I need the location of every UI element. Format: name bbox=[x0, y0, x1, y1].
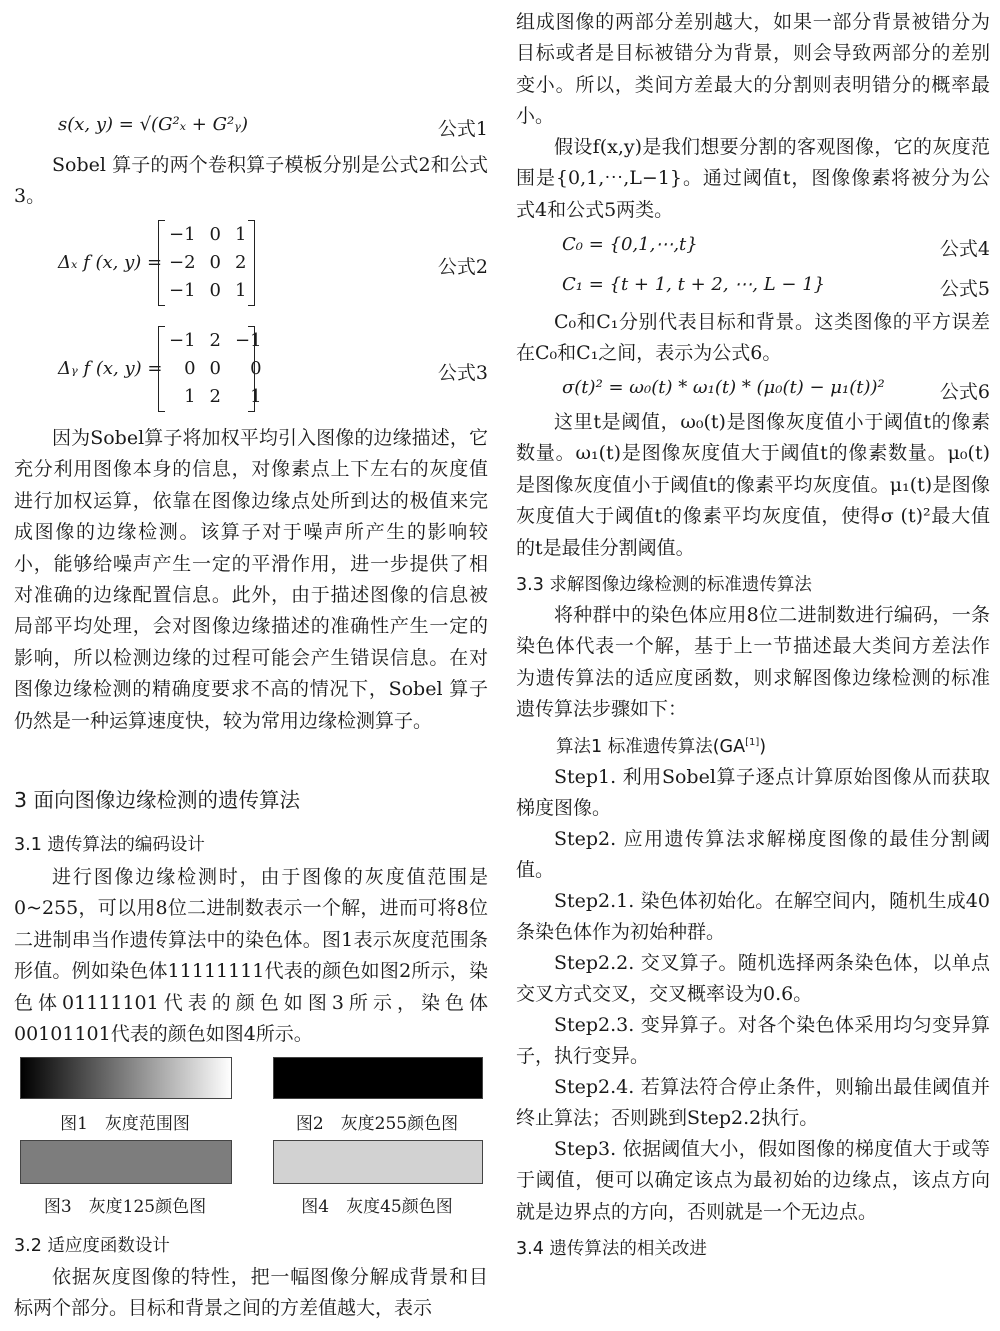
section-heading-3-1: 3.1 遗传算法的编码设计 bbox=[14, 835, 205, 855]
section-heading-3: 3 面向图像边缘检测的遗传算法 bbox=[14, 788, 301, 812]
matrix-cell: 0 bbox=[250, 357, 262, 379]
equation-4-label: 公式4 bbox=[939, 238, 990, 260]
figure-4-caption: 图4 灰度45颜色图 bbox=[301, 1197, 453, 1217]
algorithm-title bbox=[556, 733, 766, 758]
equation-4-formula: C₀ = {0,1,⋯,t} bbox=[562, 234, 698, 255]
equation-5-formula: C₁ = {t + 1, t + 2, ⋯, L − 1} bbox=[562, 274, 826, 295]
matrix-cell: −1 bbox=[169, 223, 196, 245]
equation-6-label: 公式6 bbox=[939, 381, 990, 403]
equation-3-lhs: Δᵧ f (x, y) = bbox=[58, 358, 163, 379]
equation-6-formula: σ(t)² = ω₀(t) * ω₁(t) * (μ₀(t) − μ₁(t))² bbox=[562, 377, 885, 398]
matrix-cell: −1 bbox=[169, 279, 196, 301]
algorithm-step: Step3. 依据阈值大小，假如图像的梯度值大于或等于阈值，便可以确定该点为最初始的边缘点，该点方向就是边界点的方向，否则就是一个无边点。 bbox=[516, 1138, 990, 1223]
figure-3-caption: 图3 灰度125颜色图 bbox=[43, 1197, 207, 1217]
matrix-cell: 2 bbox=[209, 329, 221, 351]
matrix-cell: 0 bbox=[184, 357, 196, 379]
paragraph-coding-design: 进行图像边缘检测时，由于图像的灰度值范围是0~255，可以用8位二进制数表示一个解，进而可将8位二进制串当作遗传算法中的染色体。图1表示灰度范围条形值。例如染色体11111111代表的颜色如图2所示，染色体01111101代表的颜色如图3所示，染色体00101101代表的颜色如图4所示。 bbox=[14, 866, 488, 1046]
paragraph-variable-definitions: 这里t是阈值，ω₀(t)是图像灰度值小于阈值t的像素数量。ω₁(t)是图像灰度值大于阈值t的像素数量。μ₀(t)是图像灰度值小于阈值t的像素平均灰度值。μ₁(t)是图像灰度值大于阈值t的像素平均灰度值，使得σ (t)²最大值的t是最佳分割阈值。 bbox=[516, 411, 990, 559]
algorithm-step: Step2. 应用遗传算法求解梯度图像的最佳分割阈值。 bbox=[516, 828, 990, 882]
matrix-cell: −1 bbox=[235, 329, 262, 351]
section-heading-3-3: 3.3 求解图像边缘检测的标准遗传算法 bbox=[516, 575, 812, 595]
equation-3-label: 公式3 bbox=[437, 362, 488, 384]
matrix-cell: 0 bbox=[209, 357, 221, 379]
figure-3-swatch bbox=[20, 1140, 232, 1184]
equation-1-formula: s(x, y) = √(G²ₓ + G²ᵧ) bbox=[58, 114, 248, 135]
paragraph-encoding: 将种群中的染色体应用8位二进制数进行编码，一条染色体代表一个解，基于上一节描述最大类间方差法作为遗传算法的适应度函数，则求解图像边缘检测的标准遗传算法步骤如下： bbox=[516, 604, 990, 721]
matrix-cell: 1 bbox=[235, 223, 247, 245]
paragraph-sobel-templates: Sobel 算子的两个卷积算子模板分别是公式2和公式3。 bbox=[14, 154, 488, 208]
matrix-cell: 0 bbox=[209, 251, 221, 273]
algorithm-step: Step2.1. 染色体初始化。在解空间内，随机生成40条染色体作为初始种群。 bbox=[516, 890, 990, 944]
paragraph-c0-c1: C₀和C₁分别代表目标和背景。这类图像的平方误差在C₀和C₁之间，表示为公式6。 bbox=[516, 311, 990, 365]
equation-2 bbox=[14, 220, 488, 310]
equation-5-label: 公式5 bbox=[939, 278, 990, 300]
equation-1-label: 公式1 bbox=[437, 118, 488, 140]
paragraph-assumption: 假设f(x,y)是我们想要分割的客观图像，它的灰度范围是{0,1,⋯,L−1}。通过阈值t，图像像素将被分为公式4和公式5两类。 bbox=[516, 136, 990, 221]
matrix-cell: 0 bbox=[209, 279, 221, 301]
equation-6 bbox=[516, 375, 990, 405]
equation-2-matrix bbox=[162, 220, 253, 304]
paragraph-fitness-design: 依据灰度图像的特性，把一幅图像分解成背景和目标两个部分。目标和背景之间的方差值越大，表示 bbox=[14, 1266, 488, 1320]
equation-3-bracket-right bbox=[248, 326, 255, 412]
equation-5 bbox=[516, 272, 990, 302]
algorithm-title-close: ) bbox=[759, 737, 767, 757]
algorithm-step: Step2.3. 变异算子。对各个染色体采用均匀变异算子，执行变异。 bbox=[516, 1014, 990, 1068]
section-heading-3-4: 3.4 遗传算法的相关改进 bbox=[516, 1239, 707, 1259]
equation-1 bbox=[14, 112, 488, 142]
algorithm-citation: [1] bbox=[745, 737, 760, 749]
matrix-cell: 2 bbox=[209, 385, 221, 407]
figure-2-swatch bbox=[273, 1057, 483, 1099]
equation-4 bbox=[516, 232, 990, 262]
section-heading-3-2: 3.2 适应度函数设计 bbox=[14, 1236, 170, 1256]
matrix-cell: 0 bbox=[209, 223, 221, 245]
algorithm-title-text: 算法1 标准遗传算法(GA bbox=[556, 737, 746, 757]
equation-3 bbox=[14, 326, 488, 416]
matrix-cell: −2 bbox=[169, 251, 196, 273]
algorithm-step: Step1. 利用Sobel算子逐点计算原始图像从而获取梯度图像。 bbox=[516, 766, 990, 820]
figure-1-gradient bbox=[20, 1057, 232, 1099]
matrix-cell: −1 bbox=[169, 329, 196, 351]
matrix-cell: 1 bbox=[250, 385, 262, 407]
figure-2-caption: 图2 灰度255颜色图 bbox=[295, 1114, 459, 1134]
equation-2-lhs: Δₓ f (x, y) = bbox=[58, 252, 163, 273]
figure-1-caption: 图1 灰度范围图 bbox=[60, 1114, 190, 1134]
equation-2-bracket-right bbox=[248, 220, 255, 306]
figure-4-swatch bbox=[273, 1140, 483, 1184]
equation-2-label: 公式2 bbox=[437, 256, 488, 278]
paragraph-continuation: 组成图像的两部分差别越大，如果一部分背景被错分为目标或者是目标被错分为背景，则会导致两部分的差别变小。所以，类间方差最大的分割则表明错分的概率最小。 bbox=[516, 11, 990, 128]
matrix-cell: 1 bbox=[235, 279, 247, 301]
matrix-cell: 1 bbox=[184, 385, 196, 407]
matrix-cell: 2 bbox=[235, 251, 247, 273]
algorithm-step: Step2.4. 若算法符合停止条件，则输出最佳阈值并终止算法；否则跳到Step2.2执行。 bbox=[516, 1076, 990, 1130]
paragraph-sobel-description: 因为Sobel算子将加权平均引入图像的边缘描述，它充分利用图像本身的信息，对像素点上下左右的灰度值进行加权运算，依靠在图像边缘点处所到达的极值来完成图像的边缘检测。该算子对于噪声所产生的影响较小，能够给噪声产生一定的平滑作用，进一步提供了相对准确的边缘配置信息。此外，由于描述图像的信息被局部平均处理，会对图像边缘描述的准确性产生一定的影响，所以检测边缘的过程可能会产生错误信息。在对图像边缘检测的精确度要求不高的情况下，Sobel 算子仍然是一种运算速度快，较为常用边缘检测算子。 bbox=[14, 427, 488, 732]
algorithm-step: Step2.2. 交叉算子。随机选择两条染色体，以单点交叉方式交叉，交叉概率设为0.6。 bbox=[516, 952, 990, 1006]
